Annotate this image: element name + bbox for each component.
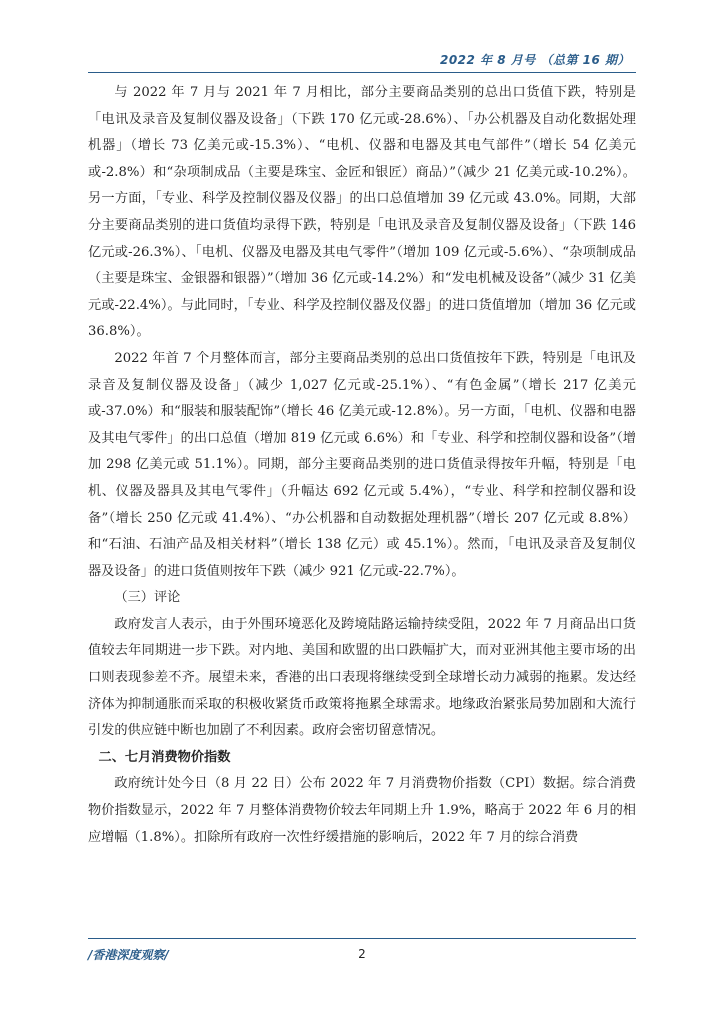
subheading-comment: （三）评论 xyxy=(114,590,181,606)
section-title: 二、七月消费物价指数 xyxy=(98,749,231,765)
page-number: 2 xyxy=(358,947,366,961)
publication-name: /香港深度观察/ xyxy=(88,948,169,962)
footer-divider xyxy=(88,938,636,939)
body-paragraph: 2022 年首 7 个月整体而言，部分主要商品类别的总出口货值按年下跌，特别是「电讯及录音及复制仪器及设备」（减少 1,027 亿元或-25.1%）、“有色金属”（增长 217 亿美元或-37.0%）和“服装和服装配饰”（增长 46 亿美元或-12.8%）。另一方面，「电机、仪器和电器及其电气零件」的出口总值（增加 819 亿元或 6.6%）和「专业、科学和控制仪器和设备”（增加 298 亿美元或 51.1%）。同期，部分主要商品类别的进口货值录得按年升幅，特别是「电机、仪器及器具及其电气零件」（升幅达 692 亿元或 5.4%），“专业、科学和控制仪器和设备”（增长 250 亿元或 41.4%）、“办公机器和自动数据处理机器”（增长 207 亿元或 8.8%）和“石油、石油产品及相关材料”（增长 138 亿元）或 45.1%）。然而，「电讯及录音及复制仪器及设备」的进口货值则按年下跌（减少 921 亿元或-22.7%）。 xyxy=(88,350,636,579)
body-paragraph: 与 2022 年 7 月与 2021 年 7 月相比，部分主要商品类别的总出口货值下跌，特别是「电讯及录音及复制仪器及设备」（下跌 170 亿元或-28.6%）、「办公机器及自动化数据处理机器」（增长 73 亿美元或-15.3%）、“电机、仪器和电器及其电气部件”（增长 54 亿美元或-2.8%）和“杂项制成品（主要是珠宝、金匠和银匠）商品）”（减少 21 亿美元或-10.2%）。另一方面，「专业、科学及控制仪器及仪器」的出口总值增加 39 亿元或 43.0%。同期，大部分主要商品类别的进口货值均录得下跌，特别是「电讯及录音及复制仪器及设备」（下跌 146 亿元或-26.3%）、「电机、仪器及电器及其电气零件”（增加 109 亿元或-5.6%）、“杂项制成品（主要是珠宝、金银器和银器）”（增加 36 亿元或-14.2%）和“发电机械及设备”（减少 31 亿美元或-22.4%）。与此同时，「专业、科学及控制仪器及仪器」的进口货值增加（增加 36 亿元或 36.8%）。 xyxy=(88,85,636,340)
cpi-paragraph: 政府统计处今日（8 月 22 日）公布 2022 年 7 月消费物价指数（CPI）数据。综合消费物价指数显示，2022 年 7 月整体消费物价较去年同期上升 1.9%，略高于 2022 年 6 月的相应增幅（1.8%）。扣除所有政府一次性纾缓措施的影响后，2022 年 7 月的综合消费 xyxy=(88,776,636,845)
issue-header: 2022 年 8 月号 （总第 16 期） xyxy=(439,53,630,67)
document-body xyxy=(88,80,636,851)
header-divider xyxy=(88,72,636,73)
comment-paragraph: 政府发言人表示，由于外围环境恶化及跨境陆路运输持续受阻，2022 年 7 月商品出口货值较去年同期进一步下跌。对内地、美国和欧盟的出口跌幅扩大，而对亚洲其他主要市场的出口则表现参差不齐。展望未来，香港的出口表现将继续受到全球增长动力减弱的拖累。发达经济体为抑制通胀而采取的积极收紧货币政策将拖累全球需求。地缘政治紧张局势加剧和大流行引发的供应链中断也加剧了不利因素。政府会密切留意情况。 xyxy=(88,616,636,739)
